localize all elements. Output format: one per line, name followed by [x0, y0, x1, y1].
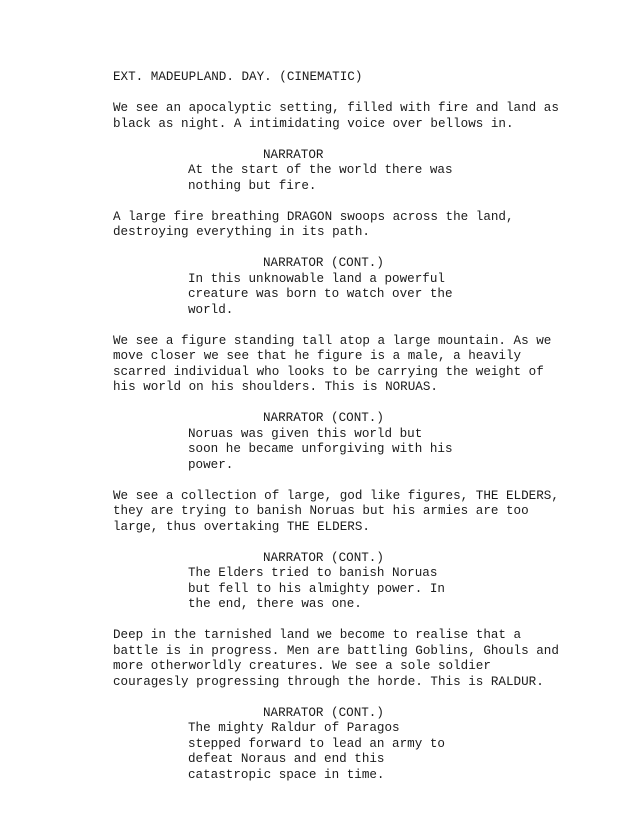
- action-line: destroying everything in its path.: [113, 225, 370, 239]
- dialogue-line: stepped forward to lead an army to: [188, 736, 445, 751]
- character-name: NARRATOR (CONT.): [263, 256, 384, 270]
- dialogue-line: world.: [188, 302, 234, 317]
- dialogue-line: power.: [188, 457, 234, 472]
- dialogue-line: but fell to his almighty power. In: [188, 581, 445, 596]
- action-line: scarred individual who looks to be carrying the weight of: [113, 364, 544, 379]
- scene-heading: EXT. MADEUPLAND. DAY. (CINEMATIC): [113, 70, 363, 84]
- dialogue-line: defeat Noraus and end this: [188, 752, 385, 766]
- action-block: [113, 489, 573, 536]
- action-line: couragesly progressing through the horde. This is RALDUR.: [113, 674, 544, 689]
- action-line: they are trying to banish Noruas but his armies are too: [113, 504, 529, 518]
- dialogue-block: [113, 256, 573, 318]
- action-line: black as night. A intimidating voice over bellows in.: [113, 116, 514, 131]
- action-block: [113, 210, 573, 241]
- dialogue-line: Noruas was given this world but: [188, 426, 423, 441]
- action-line: We see a collection of large, god like figures, THE ELDERS,: [113, 488, 559, 503]
- dialogue-line: nothing but fire.: [188, 178, 317, 193]
- dialogue-line: creature was born to watch over the: [188, 287, 453, 301]
- character-name: NARRATOR (CONT.): [263, 705, 384, 720]
- dialogue-line: the end, there was one.: [188, 597, 362, 611]
- action-line: battle is in progress. Men are battling Goblins, Ghouls and: [113, 643, 559, 658]
- scene-heading-block: [113, 70, 573, 86]
- dialogue-block: [113, 148, 573, 195]
- action-block: [113, 628, 573, 690]
- dialogue-block: [113, 411, 573, 473]
- action-line: more otherworldly creatures. We see a sole soldier: [113, 659, 491, 673]
- dialogue-line: soon he became unforgiving with his: [188, 442, 453, 456]
- action-line: move closer we see that he figure is a male, a heavily: [113, 349, 522, 363]
- character-name: NARRATOR: [263, 147, 324, 162]
- dialogue-line: The mighty Raldur of Paragos: [188, 721, 400, 735]
- action-line: Deep in the tarnished land we become to realise that a: [113, 628, 522, 642]
- character-name: NARRATOR (CONT.): [263, 550, 384, 565]
- dialogue-block: [113, 706, 573, 784]
- action-line: his world on his shoulders. This is NORUAS.: [113, 380, 438, 394]
- dialogue-block: [113, 551, 573, 613]
- action-line: A large fire breathing DRAGON swoops across the land,: [113, 209, 514, 224]
- dialogue-line: At the start of the world there was: [188, 163, 453, 177]
- dialogue-line: In this unknowable land a powerful: [188, 271, 445, 286]
- action-line: We see an apocalyptic setting, filled with fire and land as: [113, 101, 559, 115]
- action-line: large, thus overtaking THE ELDERS.: [113, 519, 370, 534]
- action-line: We see a figure standing tall atop a large mountain. As we: [113, 333, 552, 348]
- character-name: NARRATOR (CONT.): [263, 411, 384, 425]
- screenplay-body: [113, 70, 573, 799]
- action-block: [113, 334, 573, 396]
- action-block: [113, 101, 573, 132]
- dialogue-line: The Elders tried to banish Noruas: [188, 566, 438, 580]
- dialogue-line: catastropic space in time.: [188, 767, 385, 782]
